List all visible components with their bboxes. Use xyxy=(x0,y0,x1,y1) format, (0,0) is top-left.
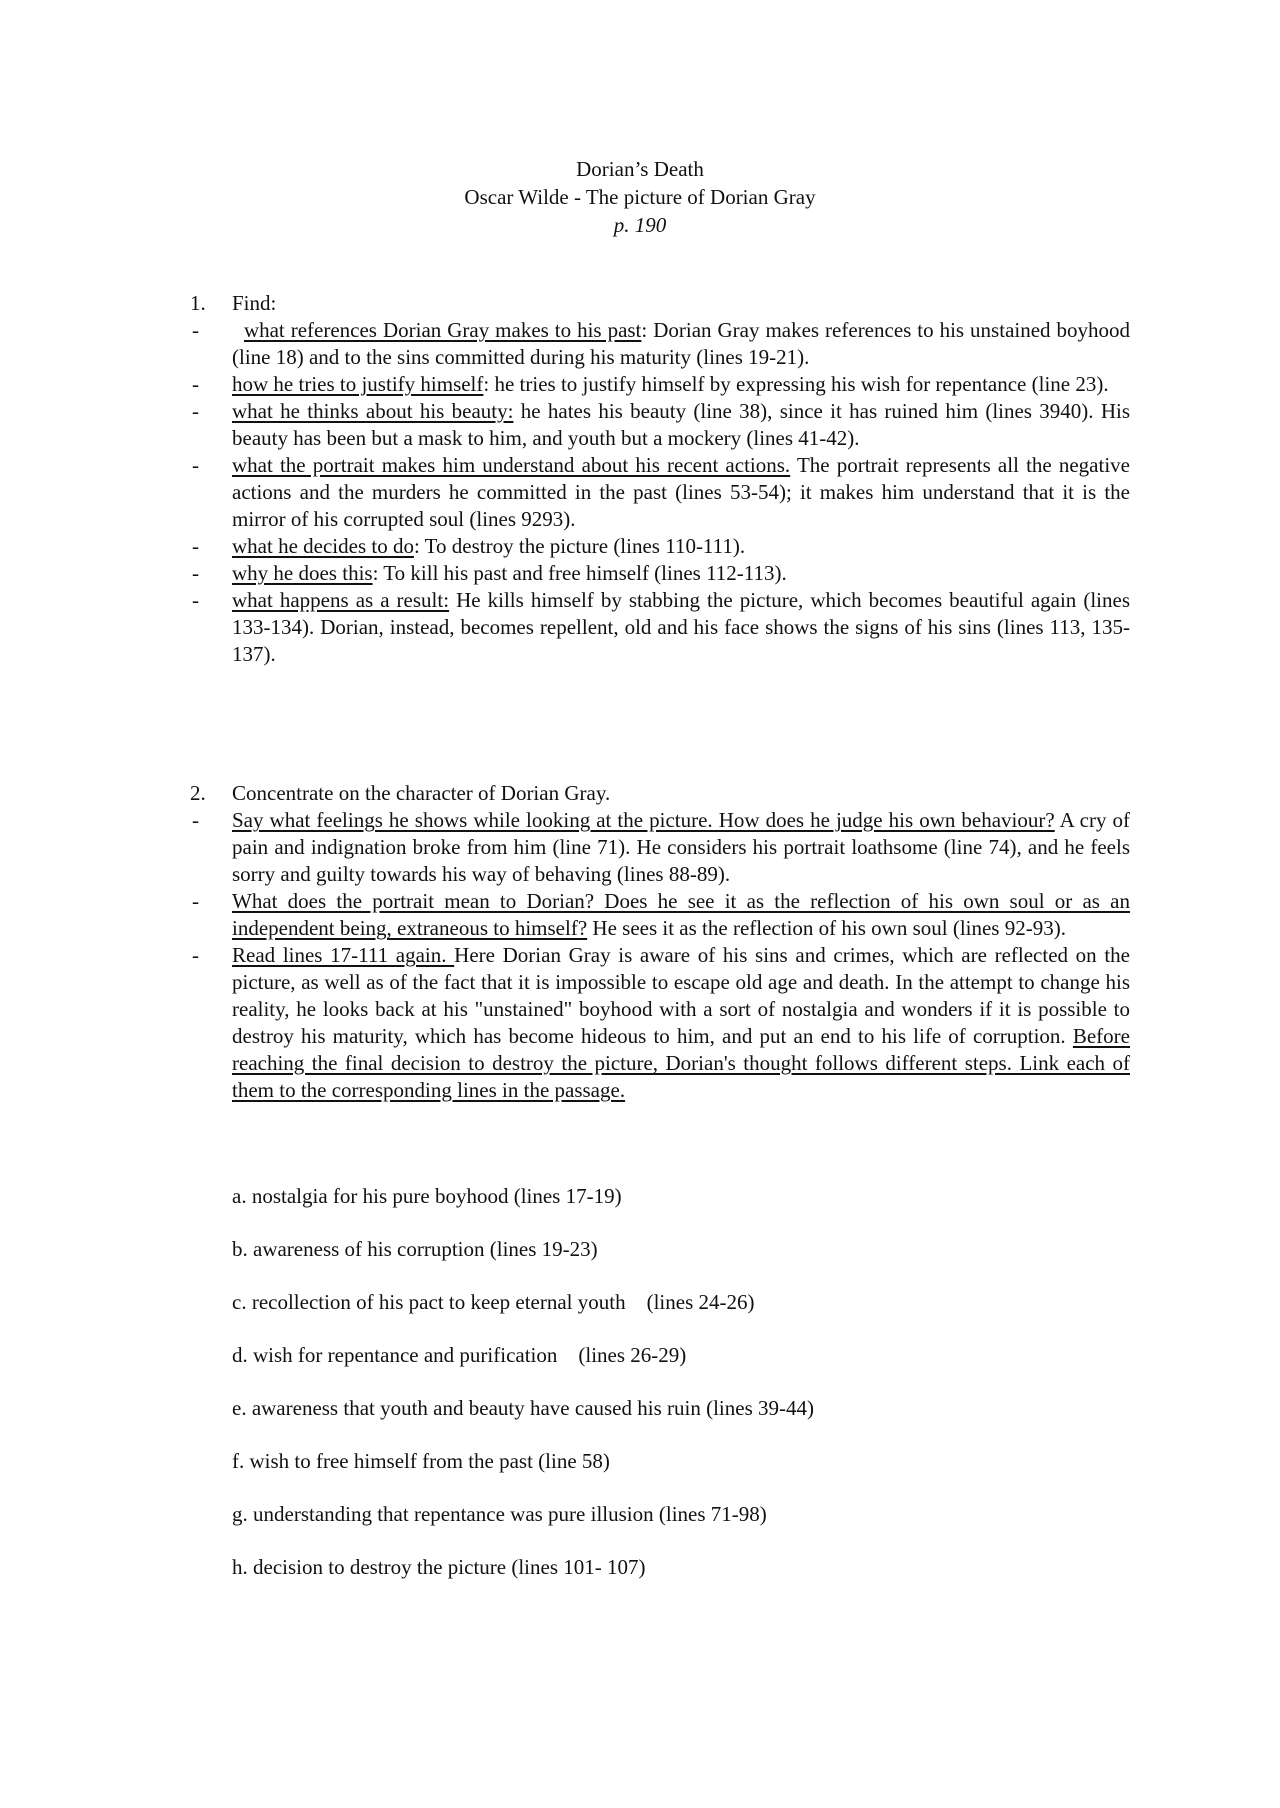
step-item: c. recollection of his pact to keep eternal youth (lines 24-26) xyxy=(232,1290,755,1314)
section-2-heading-text: Concentrate on the character of Dorian Gray. xyxy=(232,781,611,805)
list-item: - what he decides to do: To destroy the picture (lines 110-111). xyxy=(192,534,746,558)
answer: Dorian Gray makes references to his unstained boyhood (line 18) and to the sins committed during his maturity (lines 19-21). xyxy=(232,318,1131,369)
list-item: - Say what feelings he shows while looking at the picture. How does he judge his own behaviour? A cry of pain and indignation broke from him (line 71). He considers his portrait loathsome (line 74), and he feels sorry and guilty towards his way of behaving (lines 88-89). xyxy=(192,808,1130,886)
answer: he hates his beauty (line 38), since it has ruined him (lines 3940). His beauty has been but a mask to him, and youth but a mockery (lines 41-42). xyxy=(232,399,1130,450)
question: how he tries to justify himself xyxy=(232,372,484,396)
answer: He sees it as the reflection of his own soul (lines 92-93). xyxy=(587,916,1066,940)
answer: Here Dorian Gray is aware of his sins and crimes, which are reflected on the picture, as well as of the fact that it is impossible to escape old age and death. In the attempt to change his reality, he looks back at his "unstained" boyhood with a sort of nostalgia and wonders if it is possible to destroy his maturity, which has become hideous to him, and put an end to his life of corruption. xyxy=(232,943,1130,1048)
answer: The portrait represents all the negative actions and the murders he committed in the past (lines 53-54); it makes him understand that it is the mirror of his corrupted soul (lines 9293). xyxy=(232,453,1130,531)
answer: To destroy the picture (lines 110-111). xyxy=(424,534,746,558)
document-header xyxy=(0,155,1280,239)
steps-list xyxy=(190,1183,1130,1581)
list-item: - why he does this: To kill his past and free himself (lines 112-113). xyxy=(192,561,787,585)
list-item: - how he tries to justify himself: he tries to justify himself by expressing his wish for repentance (line 23). xyxy=(192,372,1109,396)
question: Say what feelings he shows while looking at the picture. How does he judge his own behaviour? xyxy=(232,808,1055,832)
section-2 xyxy=(190,780,1130,1104)
question: what references Dorian Gray makes to his past xyxy=(243,318,642,342)
section-1 xyxy=(190,290,1130,668)
step-item: g. understanding that repentance was pure illusion (lines 71-98) xyxy=(232,1502,767,1526)
answer: He kills himself by stabbing the picture, which becomes beautiful again (lines 133-134). Dorian, instead, becomes repellent, old and his face shows the signs of his sins (lines 113, 135-137). xyxy=(232,588,1130,666)
list-item: - Read lines 17-111 again. Here Dorian Gray is aware of his sins and crimes, which are reflected on the picture, as well as of the fact that it is impossible to escape old age and death. In the attempt to change his reality, he looks back at his "unstained" boyhood with a sort of nostalgia and wonders if it is possible to destroy his maturity, which has become hideous to him, and put an end to his life of corruption. Before reaching the final decision to destroy the picture, Dorian's thought follows different steps. Link each of them to the corresponding lines in the passage. xyxy=(192,943,1130,1102)
document-title: Dorian’s Death xyxy=(576,157,704,181)
answer: A cry of pain and indignation broke from him (line 71). He considers his portrait loathsome (line 74), and he feels sorry and guilty towards his way of behaving (lines 88-89). xyxy=(232,808,1130,886)
section-1-heading-text: Find: xyxy=(232,291,277,315)
section-1-number: 1. xyxy=(190,291,206,315)
step-item: b. awareness of his corruption (lines 19-23) xyxy=(232,1237,598,1261)
section-1-heading xyxy=(190,290,1130,317)
list-item: - what the portrait makes him understand about his recent actions. The portrait represents all the negative actions and the murders he committed in the past (lines 53-54); it makes him understand that it is the mirror of his corrupted soul (lines 9293). xyxy=(192,453,1130,531)
answer: he tries to justify himself by expressing his wish for repentance (line 23). xyxy=(494,372,1109,396)
question: What does the portrait mean to Dorian? Does he see it as the reflection of his own soul or as an independent being, extraneous to himself? xyxy=(232,889,1130,940)
answer: To kill his past and free himself (lines 112-113). xyxy=(383,561,787,585)
page-reference: p. 190 xyxy=(613,213,667,237)
list-item: - what happens as a result: He kills himself by stabbing the picture, which becomes beautiful again (lines 133-134). Dorian, instead, becomes repellent, old and his face shows the signs of his sins (lines 113, 135-137). xyxy=(192,588,1130,666)
question: why he does this xyxy=(232,561,373,585)
task-instruction: Before reaching the final decision to destroy the picture, Dorian's thought follows different steps. Link each of them to the corresponding lines in the passage. xyxy=(232,1024,1130,1102)
step-item: h. decision to destroy the picture (lines 101- 107) xyxy=(232,1555,646,1579)
question: what he thinks about his beauty: xyxy=(232,399,514,423)
question: Read lines 17-111 again. xyxy=(232,943,455,967)
step-item: f. wish to free himself from the past (line 58) xyxy=(232,1449,610,1473)
list-item: - what he thinks about his beauty: he hates his beauty (line 38), since it has ruined him (lines 3940). His beauty has been but a mask to him, and youth but a mockery (lines 41-42). xyxy=(192,399,1130,450)
section-2-heading xyxy=(190,780,1130,807)
step-item: d. wish for repentance and purification (lines 26-29) xyxy=(232,1343,687,1367)
document-subtitle: Oscar Wilde - The picture of Dorian Gray xyxy=(464,185,816,209)
list-item: - what references Dorian Gray makes to his past: Dorian Gray makes references to his unstained boyhood (line 18) and to the sins committed during his maturity (lines 19-21). xyxy=(192,318,1131,369)
question: what the portrait makes him understand about his recent actions. xyxy=(232,453,791,477)
step-item: e. awareness that youth and beauty have caused his ruin (lines 39-44) xyxy=(232,1396,814,1420)
section-2-number: 2. xyxy=(190,781,206,805)
list-item: - What does the portrait mean to Dorian? Does he see it as the reflection of his own soul or as an independent being, extraneous to himself? He sees it as the reflection of his own soul (lines 92-93). xyxy=(192,889,1130,940)
question: what he decides to do xyxy=(232,534,414,558)
question: what happens as a result: xyxy=(232,588,450,612)
step-item: a. nostalgia for his pure boyhood (lines 17-19) xyxy=(232,1184,622,1208)
